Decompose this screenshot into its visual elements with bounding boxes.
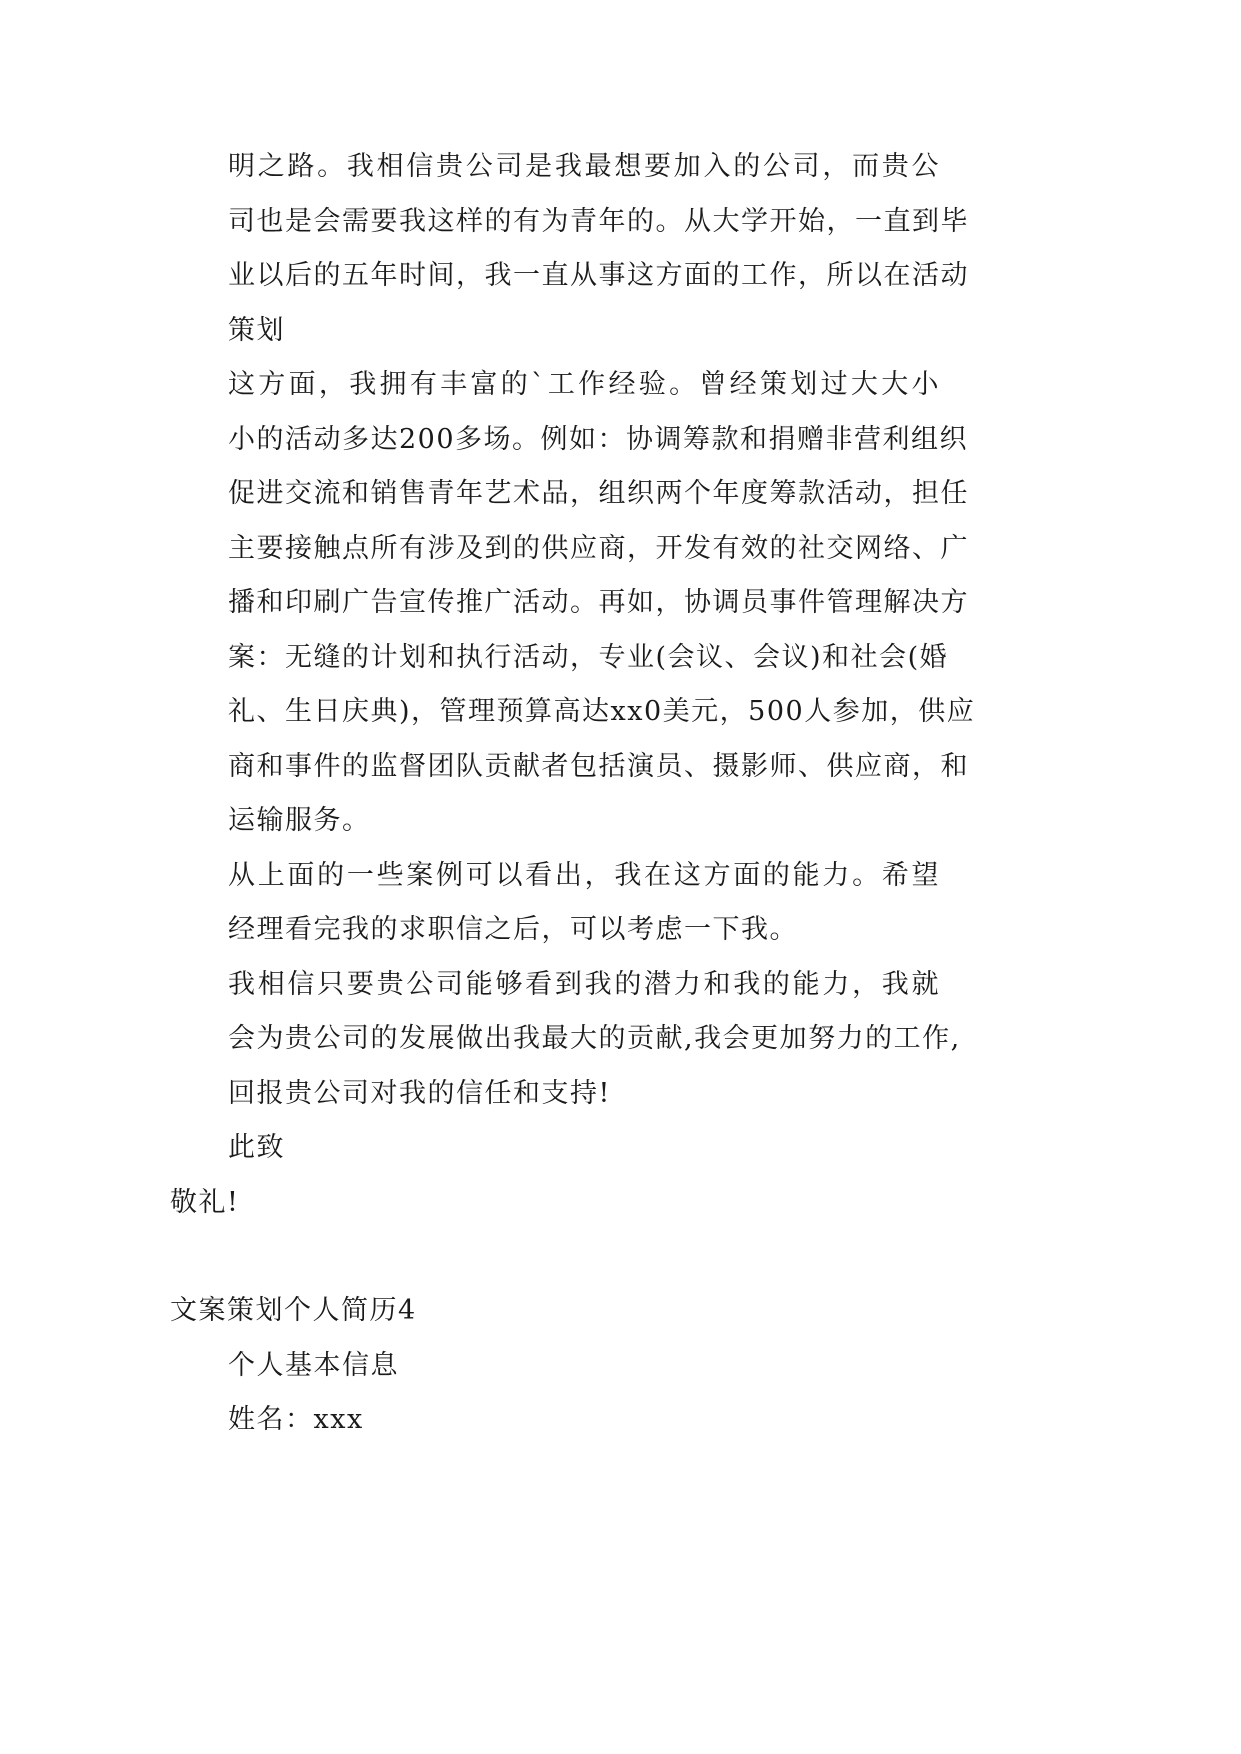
paragraph-line: 明之路。我相信贵公司是我最想要加入的公司，而贵公: [228, 151, 940, 182]
salutation-text: 此致: [228, 1132, 285, 1163]
section-title: [170, 1284, 940, 1339]
paragraph-line: 案：无缝的计划和执行活动，专业(会议、会议)和社会(婚: [228, 641, 949, 673]
paragraph-line: 策划: [228, 314, 285, 346]
paragraph-line: 回报贵公司对我的信任和支持!: [228, 1077, 611, 1109]
paragraph-line: 播和印刷广告宣传推广活动。再如，协调员事件管理解决方: [228, 587, 969, 618]
paragraph-3: [170, 849, 940, 958]
section-subtitle-text: 个人基本信息: [228, 1349, 399, 1381]
paragraph-line: 运输服务。: [228, 805, 371, 836]
paragraph-line: 会为贵公司的发展做出我最大的贡献,我会更加努力的工作,: [228, 1023, 961, 1054]
closing-salutation: [170, 1121, 940, 1176]
name-field-text: 姓名：xxx: [228, 1404, 364, 1435]
paragraph-line: 促进交流和销售青年艺术品，组织两个年度筹款活动，担任: [228, 478, 969, 509]
paragraph-2: [170, 358, 976, 849]
section-title-text: 文案策划个人简历4: [170, 1295, 417, 1326]
paragraph-line: 小的活动多达200多场。例如：协调筹款和捐赠非营利组织: [228, 423, 969, 455]
paragraph-line: 业以后的五年时间，我一直从事这方面的工作，所以在活动: [228, 260, 969, 291]
paragraph-line: 我相信只要贵公司能够看到我的潜力和我的能力，我就: [228, 968, 940, 1000]
paragraph-line: 经理看完我的求职信之后，可以考虑一下我。: [228, 914, 798, 945]
regards-text: 敬礼!: [170, 1186, 240, 1218]
document-page: [170, 140, 976, 1448]
closing-regards: [170, 1176, 940, 1231]
section-gap: [170, 1230, 940, 1284]
name-field: [170, 1393, 940, 1448]
section-subtitle: [170, 1339, 940, 1394]
paragraph-4: [170, 958, 961, 1122]
paragraph-line: 主要接触点所有涉及到的供应商，开发有效的社交网络、广: [228, 532, 969, 564]
paragraph-line: 司也是会需要我这样的有为青年的。从大学开始，一直到毕: [228, 205, 969, 237]
paragraph-line: 商和事件的监督团队贡献者包括演员、摄影师、供应商，和: [228, 750, 969, 782]
paragraph-line: 从上面的一些案例可以看出，我在这方面的能力。希望: [228, 859, 940, 891]
paragraph-1: [170, 140, 969, 358]
paragraph-line: 这方面，我拥有丰富的`工作经验。曾经策划过大大小: [228, 369, 940, 400]
paragraph-line: 礼、生日庆典)，管理预算高达xx0美元，500人参加，供应: [228, 696, 976, 727]
